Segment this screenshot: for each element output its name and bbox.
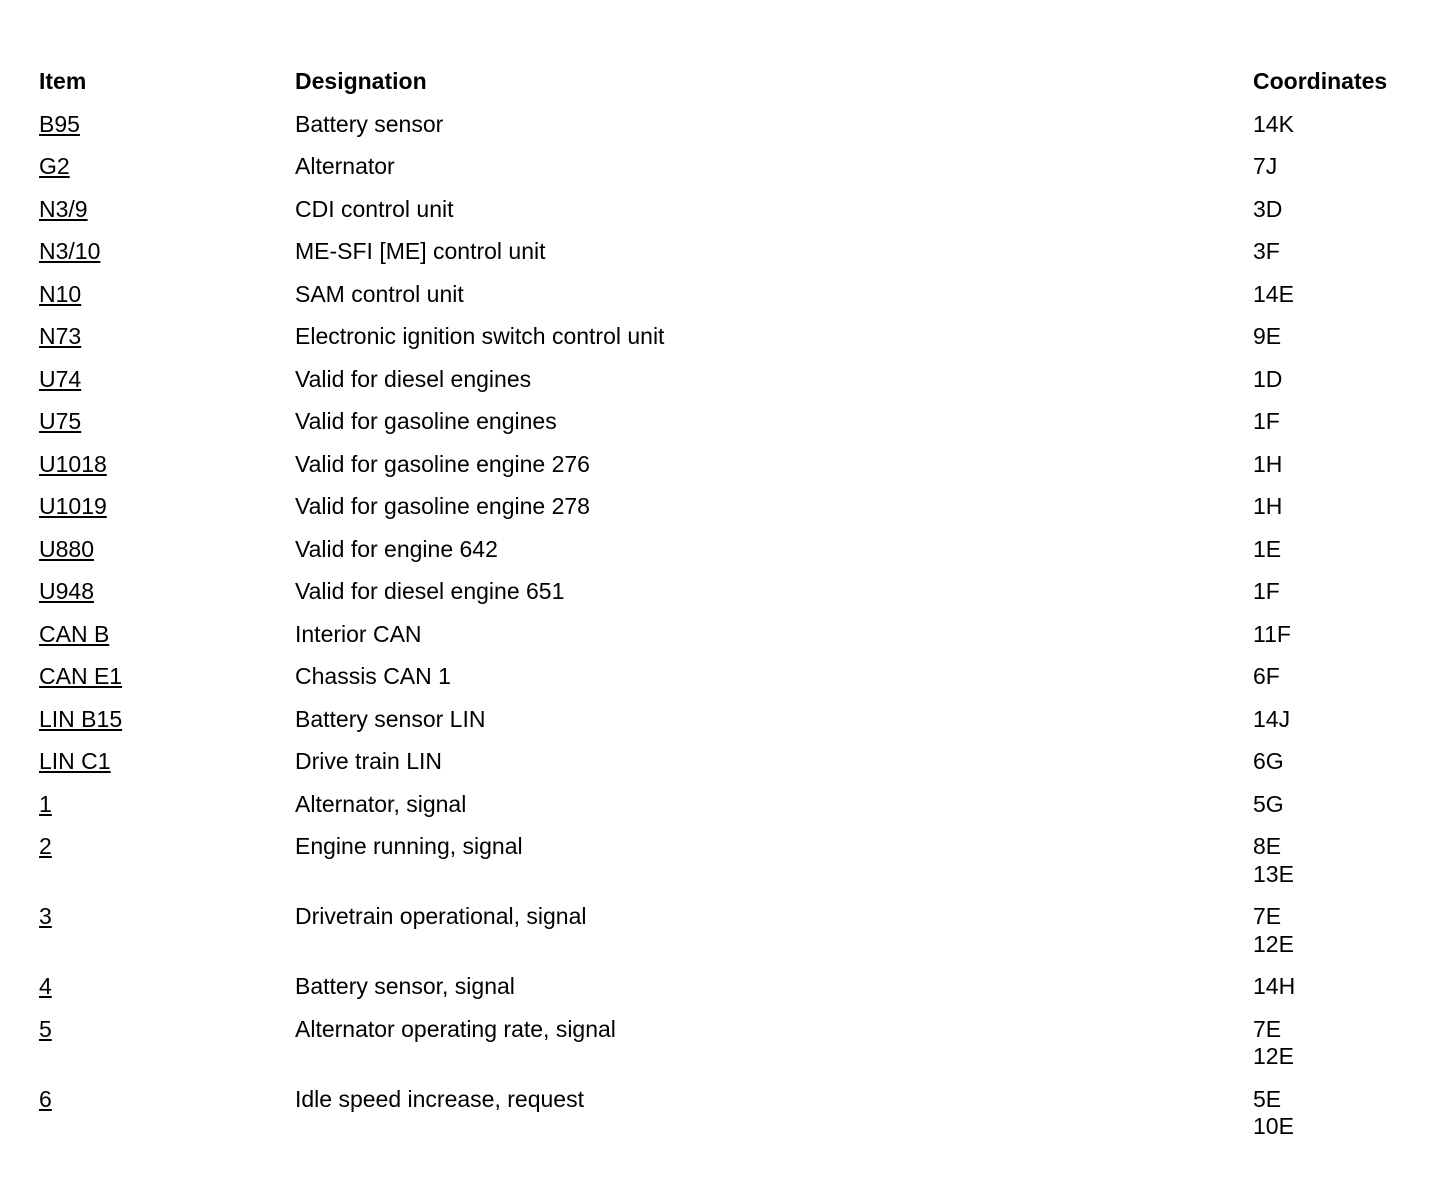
- item-cell: [39, 238, 295, 266]
- item-link[interactable]: N3/10: [39, 238, 101, 264]
- item-cell: [39, 493, 295, 521]
- coordinate-value: 7E: [1253, 903, 1282, 929]
- coordinate-value: 9E: [1253, 323, 1282, 349]
- coordinates-cell: [1253, 748, 1439, 776]
- coordinate-value: 14H: [1253, 973, 1296, 999]
- coordinate-value: 10E: [1253, 1113, 1294, 1139]
- item-cell: [39, 196, 295, 224]
- coordinate-value: 8E: [1253, 833, 1282, 859]
- designation-cell: Alternator operating rate, signal: [295, 1015, 616, 1042]
- coordinate-value: 14K: [1253, 110, 1294, 137]
- item-cell: [39, 663, 295, 691]
- table-row: [39, 408, 1439, 436]
- item-link[interactable]: 5: [39, 1015, 52, 1042]
- item-cell: [39, 791, 295, 819]
- designation-cell: Idle speed increase, request: [295, 1085, 584, 1112]
- coordinate-value: 11F: [1253, 620, 1291, 647]
- item-link[interactable]: CAN B: [39, 620, 110, 647]
- item-cell: [39, 111, 295, 139]
- table-row: [39, 1016, 1439, 1071]
- table-body: [39, 111, 1439, 1141]
- coordinate-value: 5G: [1253, 790, 1284, 817]
- item-link[interactable]: 2: [39, 833, 52, 859]
- coordinate-value: 12E: [1253, 1043, 1294, 1069]
- designation-cell: Battery sensor: [295, 110, 444, 137]
- item-cell: [39, 833, 295, 861]
- designation-cell: Engine running, signal: [295, 833, 523, 859]
- coordinates-cell: [1253, 706, 1439, 734]
- item-link[interactable]: N3/9: [39, 195, 88, 222]
- coordinate-value: 5E: [1253, 1085, 1282, 1112]
- coordinates-cell: [1253, 451, 1439, 479]
- coordinate-value: 7E: [1253, 1015, 1282, 1042]
- designation-cell: Chassis CAN 1: [295, 663, 451, 689]
- coordinates-cell: [1253, 578, 1439, 606]
- table-header: [39, 68, 1439, 96]
- table-row: [39, 706, 1439, 734]
- designation-cell: Drivetrain operational, signal: [295, 903, 587, 929]
- designation-cell: Battery sensor, signal: [295, 973, 515, 999]
- column-header-designation: Designation: [295, 68, 427, 94]
- item-link[interactable]: CAN E1: [39, 663, 123, 689]
- item-cell: [39, 323, 295, 351]
- item-link[interactable]: U75: [39, 408, 82, 434]
- coordinate-value: 1F: [1253, 408, 1280, 434]
- item-link[interactable]: 1: [39, 790, 52, 817]
- table-row: [39, 196, 1439, 224]
- designation-cell: Electronic ignition switch control unit: [295, 323, 665, 349]
- coordinate-value: 3F: [1253, 238, 1280, 264]
- coordinates-cell: [1253, 536, 1439, 564]
- table-row: [39, 281, 1439, 309]
- coordinates-cell: [1253, 791, 1439, 819]
- item-link[interactable]: B95: [39, 110, 80, 137]
- table-row: [39, 1086, 1439, 1141]
- item-cell: [39, 706, 295, 734]
- designation-cell: Alternator, signal: [295, 790, 467, 817]
- coordinates-cell: [1253, 238, 1439, 266]
- coordinates-cell: [1253, 663, 1439, 691]
- coordinates-cell: [1253, 1086, 1439, 1141]
- coordinates-cell: [1253, 323, 1439, 351]
- table-row: [39, 578, 1439, 606]
- coordinates-cell: [1253, 281, 1439, 309]
- item-cell: [39, 451, 295, 479]
- coordinates-cell: [1253, 366, 1439, 394]
- table-row: [39, 493, 1439, 521]
- table-row: [39, 323, 1439, 351]
- coordinates-cell: [1253, 621, 1439, 649]
- item-link[interactable]: U1018: [39, 450, 107, 477]
- item-link[interactable]: N73: [39, 323, 82, 349]
- item-link[interactable]: 6: [39, 1085, 52, 1112]
- item-cell: [39, 281, 295, 309]
- item-link[interactable]: U948: [39, 578, 94, 604]
- coordinate-value: 14E: [1253, 280, 1294, 307]
- column-header-item: Item: [39, 68, 87, 94]
- legend-table: [39, 68, 1439, 1156]
- item-cell: [39, 973, 295, 1001]
- coordinate-value: 6F: [1253, 663, 1280, 689]
- coordinate-value: 7J: [1253, 153, 1278, 179]
- table-row: [39, 973, 1439, 1001]
- coordinate-value: 1E: [1253, 535, 1282, 562]
- coordinate-value: 1D: [1253, 365, 1283, 392]
- item-cell: [39, 366, 295, 394]
- coordinates-cell: [1253, 111, 1439, 139]
- item-cell: [39, 408, 295, 436]
- item-link[interactable]: 3: [39, 903, 52, 929]
- item-cell: [39, 1086, 295, 1114]
- item-cell: [39, 1016, 295, 1044]
- coordinate-value: 3D: [1253, 195, 1283, 222]
- table-row: [39, 366, 1439, 394]
- designation-cell: Valid for engine 642: [295, 535, 498, 562]
- coordinate-value: 13E: [1253, 860, 1294, 887]
- coordinate-value: 1F: [1253, 578, 1280, 604]
- table-row: [39, 536, 1439, 564]
- table-row: [39, 111, 1439, 139]
- item-cell: [39, 153, 295, 181]
- table-row: [39, 153, 1439, 181]
- coordinates-cell: [1253, 833, 1439, 888]
- table-row: [39, 451, 1439, 479]
- item-link[interactable]: LIN B15: [39, 705, 123, 732]
- coordinate-value: 1H: [1253, 450, 1283, 477]
- designation-cell: CDI control unit: [295, 195, 454, 222]
- item-cell: [39, 536, 295, 564]
- coordinates-cell: [1253, 903, 1439, 958]
- coordinates-cell: [1253, 153, 1439, 181]
- designation-cell: Valid for diesel engine 651: [295, 578, 565, 604]
- table-row: [39, 903, 1439, 958]
- table-row: [39, 833, 1439, 888]
- item-link[interactable]: LIN C1: [39, 748, 111, 774]
- coordinates-cell: [1253, 493, 1439, 521]
- item-cell: [39, 621, 295, 649]
- table-row: [39, 621, 1439, 649]
- item-cell: [39, 748, 295, 776]
- designation-cell: Interior CAN: [295, 620, 422, 647]
- item-link[interactable]: U1019: [39, 493, 107, 519]
- designation-cell: ME-SFI [ME] control unit: [295, 238, 546, 264]
- designation-cell: Drive train LIN: [295, 748, 442, 774]
- designation-cell: Valid for gasoline engines: [295, 408, 557, 434]
- designation-cell: Valid for gasoline engine 276: [295, 450, 590, 477]
- item-link[interactable]: U74: [39, 365, 82, 392]
- coordinate-value: 14J: [1253, 705, 1291, 732]
- table-row: [39, 748, 1439, 776]
- item-cell: [39, 578, 295, 606]
- designation-cell: Alternator: [295, 153, 395, 179]
- table-row: [39, 663, 1439, 691]
- item-cell: [39, 903, 295, 931]
- coordinates-cell: [1253, 1016, 1439, 1071]
- coordinate-value: 6G: [1253, 748, 1284, 774]
- coordinate-value: 1H: [1253, 493, 1283, 519]
- table-row: [39, 238, 1439, 266]
- coordinate-value: 12E: [1253, 930, 1294, 957]
- designation-cell: Valid for gasoline engine 278: [295, 493, 590, 519]
- item-link[interactable]: 4: [39, 973, 52, 999]
- table-row: [39, 791, 1439, 819]
- coordinates-cell: [1253, 196, 1439, 224]
- designation-cell: SAM control unit: [295, 280, 464, 307]
- designation-cell: Battery sensor LIN: [295, 705, 486, 732]
- designation-cell: Valid for diesel engines: [295, 365, 532, 392]
- item-link[interactable]: N10: [39, 280, 82, 307]
- coordinates-cell: [1253, 408, 1439, 436]
- item-link[interactable]: U880: [39, 535, 94, 562]
- column-header-coordinates: Coordinates: [1253, 68, 1388, 94]
- item-link[interactable]: G2: [39, 153, 70, 179]
- coordinates-cell: [1253, 973, 1439, 1001]
